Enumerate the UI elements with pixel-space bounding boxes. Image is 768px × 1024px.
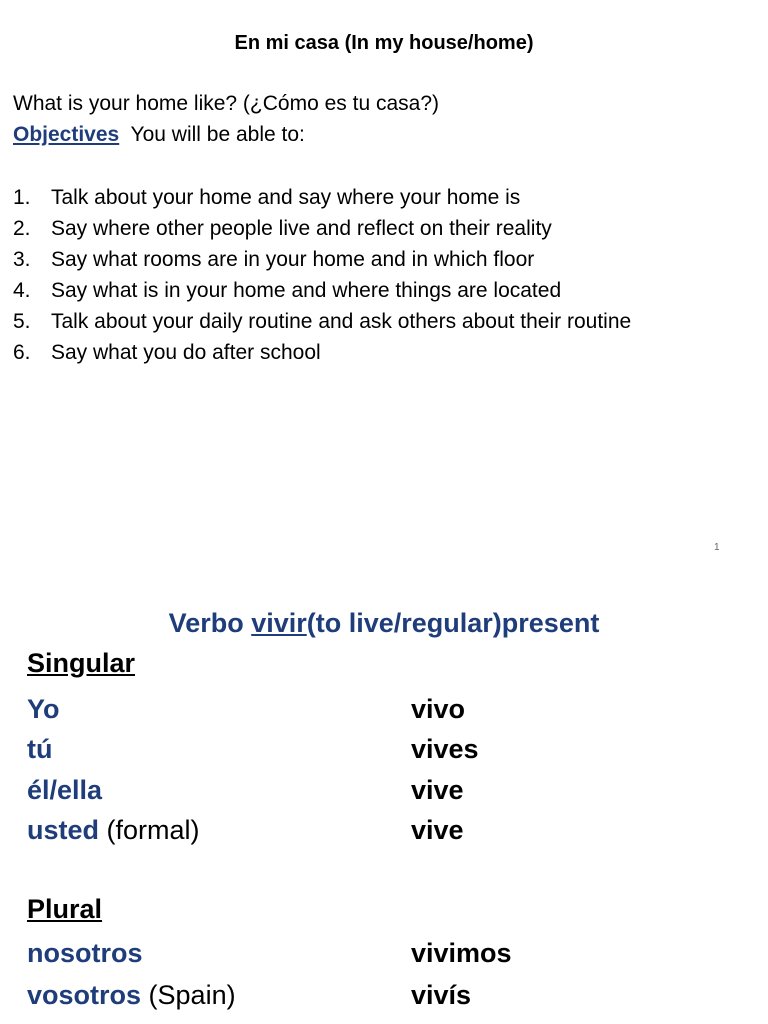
table-row: [27, 729, 747, 769]
verb-form: vive: [411, 815, 464, 845]
list-item-text: Say what is in your home and where things are located: [51, 279, 562, 302]
pronoun: nosotros: [27, 938, 143, 968]
title-verb: vivir: [251, 608, 307, 638]
list-item: [13, 182, 631, 213]
table-row: [27, 689, 747, 729]
list-item: [13, 213, 631, 244]
table-row: [27, 975, 747, 1015]
list-item-number: 2.: [13, 217, 31, 240]
verb-form: vivo: [411, 694, 466, 724]
list-item-text: Talk about your home and say where your home is: [51, 186, 521, 209]
list-item-text: Talk about your daily routine and ask others about their routine: [51, 310, 632, 333]
plural-heading: Plural: [27, 894, 103, 924]
list-item-number: 5.: [13, 310, 31, 333]
list-item-text: Say what you do after school: [51, 341, 321, 364]
singular-heading: Singular: [27, 648, 136, 678]
title-prefix: Verbo: [168, 608, 252, 638]
list-item-text: Say what rooms are in your home and in which floor: [51, 248, 535, 271]
objectives-label: Objectives: [13, 123, 120, 146]
question-text: What is your home like? (¿Cómo es tu casa?): [13, 92, 439, 115]
pronoun: usted (formal): [27, 815, 200, 845]
objectives-list: [13, 182, 631, 368]
slide-title: En mi casa (In my house/home): [234, 32, 534, 54]
list-item-number: 6.: [13, 341, 31, 364]
list-item-number: 1.: [13, 186, 31, 209]
objectives-line: [13, 123, 305, 147]
pronoun: tú: [27, 734, 53, 764]
objectives-intro: You will be able to:: [130, 123, 305, 146]
pronoun: vosotros (Spain): [27, 980, 236, 1010]
list-item-number: 3.: [13, 248, 31, 271]
verb-form: vivís: [411, 980, 472, 1010]
list-item-number: 4.: [13, 279, 31, 302]
table-row: [27, 933, 747, 973]
list-item: [13, 275, 631, 306]
slide-title: [0, 608, 768, 639]
slide-2: [0, 572, 768, 1024]
list-item: [13, 306, 631, 337]
table-row: [27, 810, 747, 850]
pronoun: Yo: [27, 694, 60, 724]
list-item: [13, 244, 631, 275]
pronoun: él/ella: [27, 775, 103, 805]
table-row: [27, 770, 747, 810]
page-number: 1: [714, 542, 720, 553]
title-suffix: (to live/regular)present: [306, 608, 600, 638]
verb-form: vive: [411, 775, 464, 805]
verb-form: vivimos: [411, 938, 512, 968]
list-item-text: Say where other people live and reflect on their reality: [51, 217, 552, 240]
verb-form: vives: [411, 734, 479, 764]
list-item: [13, 337, 631, 368]
